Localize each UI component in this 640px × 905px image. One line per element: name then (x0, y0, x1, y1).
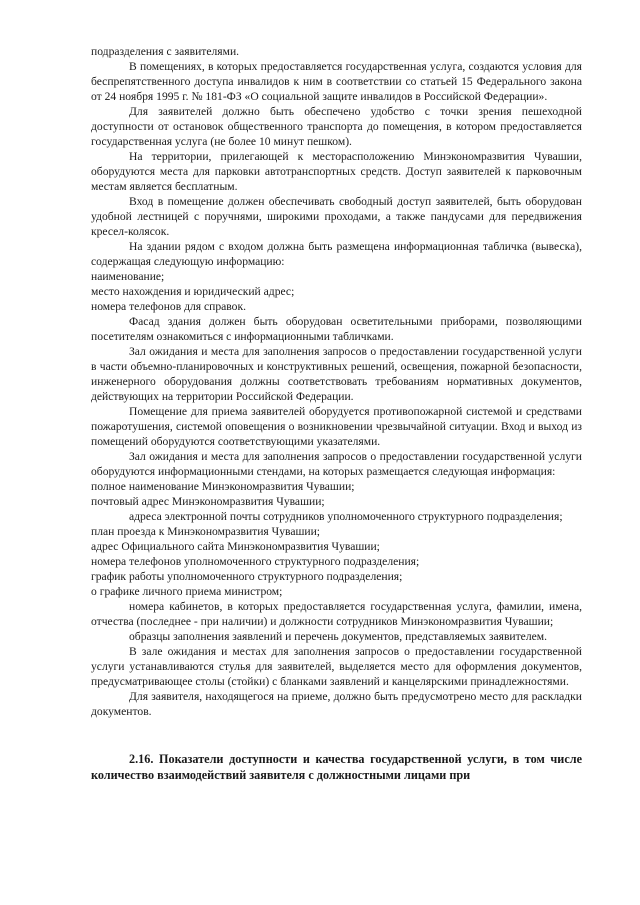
list-item: номера телефонов уполномоченного структурного подразделения; (91, 555, 420, 568)
paragraph-waiting-hall-requirements: Зал ожидания и места для заполнения запросов о предоставлении государственной услуги в части объемно-планировочных и конструктивных решений, освещения, пожарной безопасности, инженерного оборудования должны соответствовать требованиям нормативных документов, действующих на территории Российской Федерации. (91, 345, 582, 403)
list-item: адреса электронной почты сотрудников уполномоченного структурного подразделения; (129, 510, 563, 523)
list-item: график работы уполномоченного структурного подразделения; (91, 570, 403, 583)
list-item: почтовый адрес Минэкономразвития Чувашии; (91, 495, 325, 508)
paragraph-continuation: подразделения с заявителями. (91, 45, 240, 58)
list-item: план проезда к Минэкономразвития Чувашии; (91, 525, 321, 538)
list-item: номера телефонов для справок. (91, 300, 247, 313)
list-item: место нахождения и юридический адрес; (91, 285, 295, 298)
section-heading: 2.16. Показатели доступности и качества государственной услуги, в том числе количество взаимодействий заявителя с должностными лицами при (91, 752, 582, 782)
paragraph-sign-info: На здании рядом с входом должна быть размещена информационная табличка (вывеска), содержащая следующую информацию: (91, 240, 582, 268)
paragraph-entrance: Вход в помещение должен обеспечивать свободный доступ заявителей, быть оборудован удобной лестницей с поручнями, широкими проходами, а также пандусами для передвижения кресел-колясок. (91, 195, 582, 238)
list-item: номера кабинетов, в которых предоставляется государственная услуга, фамилии, имена, отчества (последнее - при наличии) и должности сотрудников Минэкономразвития Чувашии; (91, 600, 582, 628)
list-item: адрес Официального сайта Минэкономразвития Чувашии; (91, 540, 380, 553)
document-page (91, 44, 582, 783)
list-item: о графике личного приема министром; (91, 585, 283, 598)
paragraph-info-stands: Зал ожидания и места для заполнения запросов о предоставлении государственной услуги оборудуются информационными стендами, на которых размещается следующая информация: (91, 450, 582, 478)
paragraph-document-place: Для заявителя, находящегося на приеме, должно быть предусмотрено место для раскладки документов. (91, 690, 582, 718)
list-item: образцы заполнения заявлений и перечень документов, представляемых заявителем. (129, 630, 547, 643)
paragraph-facade-lighting: Фасад здания должен быть оборудован осветительными приборами, позволяющими посетителям ознакомиться с информационными табличками. (91, 315, 582, 343)
paragraph-pedestrian-access: Для заявителей должно быть обеспечено удобство с точки зрения пешеходной доступности от остановок общественного транспорта до помещения, в котором предоставляется государственная услуга (не более 10 минут пешком). (91, 105, 582, 148)
paragraph-disabled-access: В помещениях, в которых предоставляется государственная услуга, создаются условия для беспрепятственного доступа инвалидов к ним в соответствии со статьей 15 Федерального закона от 24 ноября 1995 г. № 181-ФЗ «О социальной защите инвалидов в Российской Федерации». (91, 60, 582, 103)
paragraph-parking: На территории, прилегающей к месторасположению Минэкономразвития Чувашии, оборудуются места для парковки автотранспортных средств. Доступ заявителей к парковочным местам является бесплатным. (91, 150, 582, 193)
paragraph-fire-safety: Помещение для приема заявителей оборудуется противопожарной системой и средствами пожаротушения, системой оповещения о возникновении чрезвычайной ситуации. Вход и выход из помещений оборудуются соответствующими указателями. (91, 405, 582, 448)
list-item: наименование; (91, 270, 165, 283)
list-item: полное наименование Минэкономразвития Чувашии; (91, 480, 355, 493)
paragraph-waiting-hall-furniture: В зале ожидания и местах для заполнения запросов о предоставлении государственной услуги устанавливаются стулья для заявителей, выделяется место для оформления документов, предусматривающее столы (стойки) с бланками заявлений и канцелярскими принадлежностями. (91, 645, 582, 688)
